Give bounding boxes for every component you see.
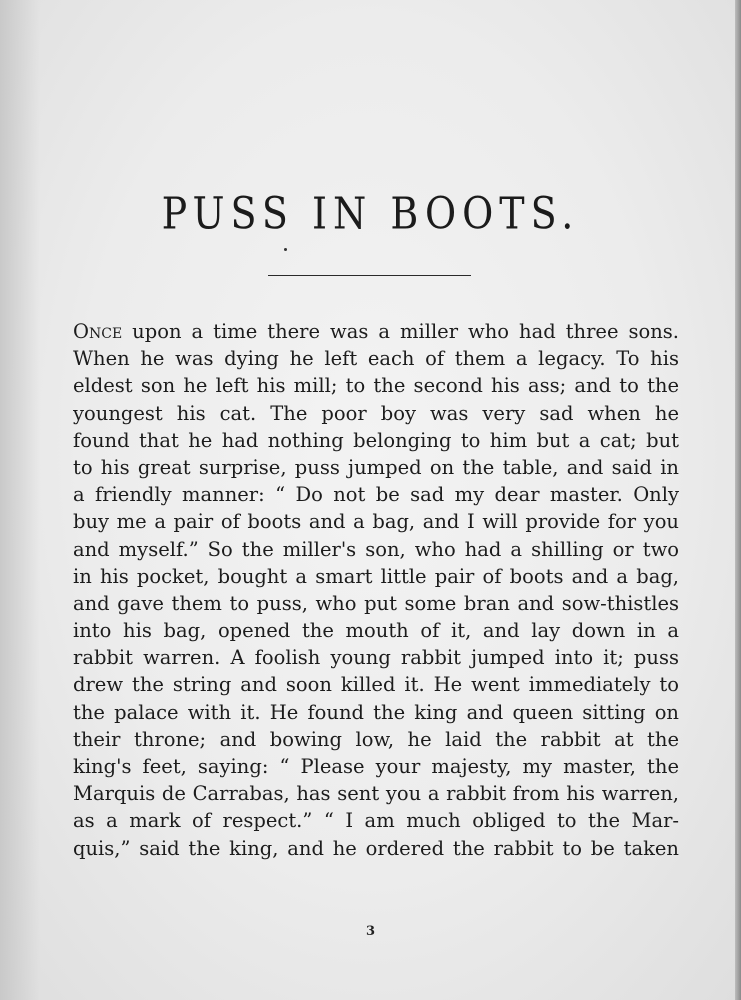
text-line: When he was dying he left each of them a legacy. To his <box>73 347 679 371</box>
text-line: their throne; and bowing low, he laid the rabbit at the <box>73 727 679 751</box>
chapter-title: PUSS IN BOOTS. <box>161 188 580 239</box>
text-line: quis,” said the king, and he ordered the rabbit to be taken <box>73 836 679 860</box>
opening-word: Once <box>73 320 123 343</box>
text-line: youngest his cat. The poor boy was very sad when he <box>73 401 679 425</box>
text-line: king's feet, saying: “ Please your majesty, my master, the <box>73 755 679 778</box>
text-line: eldest son he left his mill; to the second his ass; and to the <box>73 374 679 398</box>
text-line: as a mark of respect.” “ I am much obliged to the Mar- <box>73 809 679 833</box>
text-line: found that he had nothing belonging to him but a cat; but <box>73 428 679 452</box>
page-edge <box>735 0 741 1000</box>
text-line: Marquis de Carrabas, has sent you a rabbit from his warren, <box>73 782 679 806</box>
story-text <box>73 318 679 862</box>
text-line: in his pocket, bought a smart little pair of boots and a bag, <box>73 564 679 588</box>
text-line: and myself.” So the miller's son, who had a shilling or two <box>73 537 679 561</box>
text-line: rabbit warren. A foolish young rabbit jumped into it; puss <box>73 646 679 670</box>
text-line: Once upon a time there was a miller who had three sons. <box>73 320 679 343</box>
text-line: to his great surprise, puss jumped on the table, and said in <box>73 455 679 479</box>
text-line: buy me a pair of boots and a bag, and I will provide for you <box>73 510 679 534</box>
text-line: a friendly manner: “ Do not be sad my dear master. Only <box>73 483 679 507</box>
text-line: and gave them to puss, who put some bran and sow-thistles <box>73 591 679 615</box>
page-number: 3 <box>365 924 376 939</box>
ink-speck <box>284 248 287 251</box>
text-line: drew the string and soon killed it. He went immediately to <box>73 673 679 697</box>
title-rule <box>268 275 471 276</box>
page-gutter-shadow <box>0 0 40 1000</box>
text-line: into his bag, opened the mouth of it, and lay down in a <box>73 619 679 643</box>
text-line: the palace with it. He found the king and queen sitting on <box>73 700 679 724</box>
